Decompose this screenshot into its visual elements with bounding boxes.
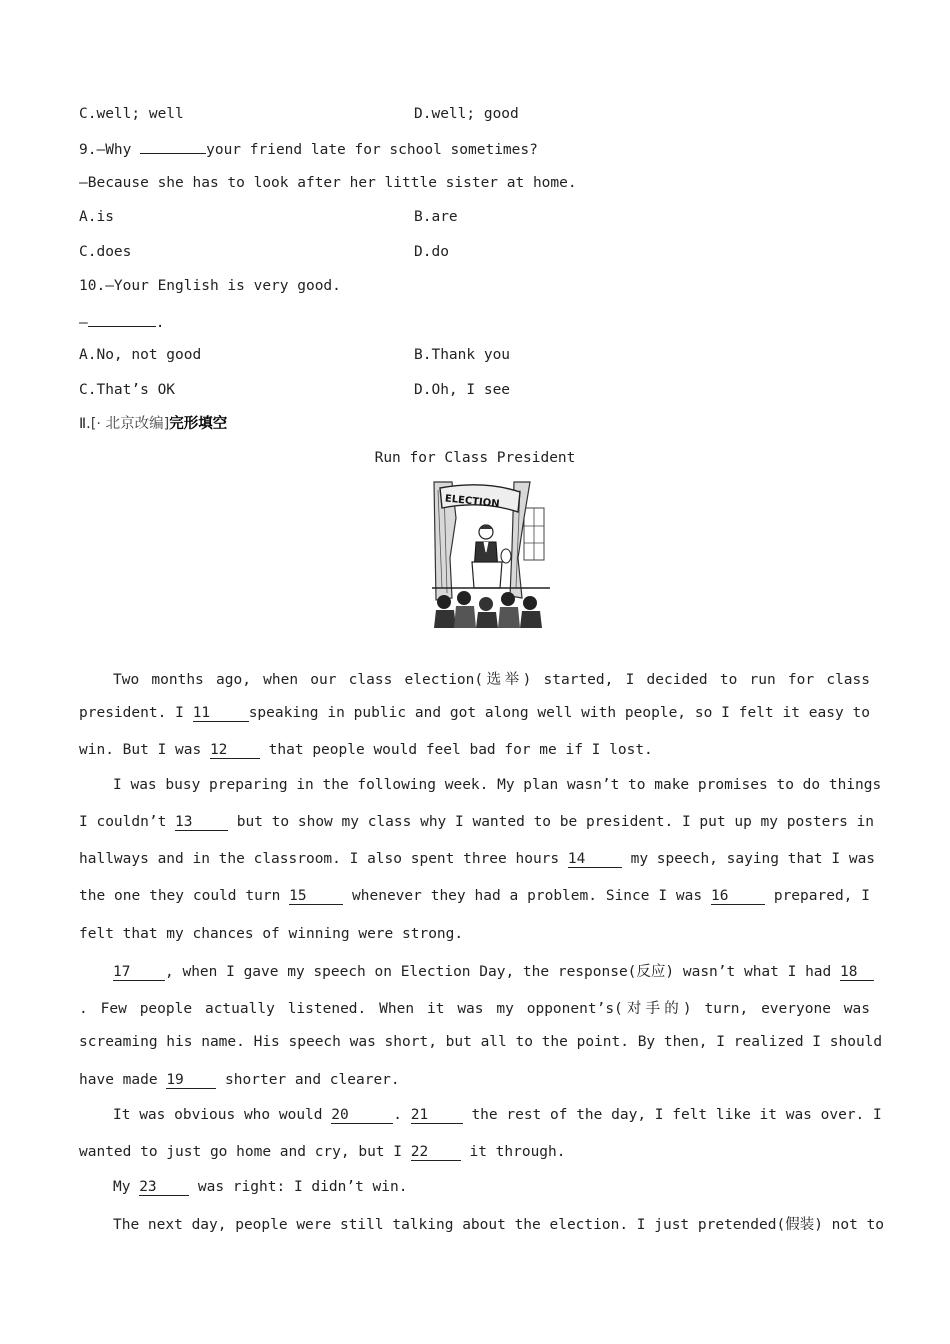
- q10-reply: — .: [79, 311, 164, 333]
- blank-16: 16: [711, 888, 765, 905]
- q9-reply: —Because she has to look after her little sister at home.: [79, 175, 577, 191]
- blank-20: 20: [331, 1107, 393, 1124]
- q9-stem: 9.—Why your friend late for school sometimes?: [79, 138, 538, 160]
- passage-line: win. But I was 12 that people would feel bad for me if I lost.: [79, 742, 653, 758]
- section-heading: Ⅱ.[· 北京改编]完形填空: [79, 416, 228, 432]
- election-illustration: [432, 478, 550, 628]
- q10-option-a: A.No, not good: [79, 347, 202, 363]
- q9-option-a: A.is: [79, 209, 114, 225]
- banner-text: ELECTION: [444, 493, 501, 511]
- blank-21: 21: [411, 1107, 463, 1124]
- q10-stem: 10.—Your English is very good.: [79, 278, 341, 294]
- passage-line: My 23 was right: I didn’t win.: [113, 1179, 408, 1195]
- passage-line: I couldn’t 13 but to show my class why I wanted to be president. I put up my posters in: [79, 814, 875, 830]
- passage-line: 17 , when I gave my speech on Election Day, the response(反应) wasn’t what I had 18: [113, 960, 870, 981]
- passage-line: Two months ago, when our class election(选举) started, I decided to run for class: [113, 672, 870, 688]
- blank-18: 18: [840, 964, 874, 981]
- blank-17: 17: [113, 964, 165, 981]
- blank-14: 14: [568, 851, 622, 868]
- answer-blank: [140, 138, 206, 154]
- blank-15: 15: [289, 888, 343, 905]
- q10-option-d: D.Oh, I see: [414, 382, 511, 398]
- q9-option-c: C.does: [79, 244, 132, 260]
- q10-option-c: C.That’s OK: [79, 382, 176, 398]
- blank-13: 13: [175, 814, 228, 831]
- passage-line: have made 19 shorter and clearer.: [79, 1072, 400, 1088]
- blank-23: 23: [139, 1179, 189, 1196]
- q8-option-c: C.well; well: [79, 106, 184, 122]
- blank-12: 12: [210, 742, 260, 759]
- election-speech-drawing: [432, 478, 550, 628]
- q8-option-d: D.well; good: [414, 106, 519, 122]
- q10-option-b: B.Thank you: [414, 347, 511, 363]
- blank-11: 11: [193, 705, 249, 722]
- passage-line: screaming his name. His speech was short, but all to the point. By then, I realized I should: [79, 1034, 883, 1050]
- passage-line: I was busy preparing in the following week. My plan wasn’t to make promises to do things: [113, 777, 882, 793]
- passage-line: It was obvious who would 20 . 21 the rest of the day, I felt like it was over. I: [113, 1107, 882, 1123]
- passage-line: felt that my chances of winning were strong.: [79, 926, 464, 942]
- answer-blank: [88, 311, 156, 327]
- q9-option-d: D.do: [414, 244, 449, 260]
- passage-line: hallways and in the classroom. I also spent three hours 14 my speech, saying that I was: [79, 851, 876, 867]
- passage-line: president. I 11 speaking in public and got along well with people, so I felt it easy to: [79, 705, 870, 721]
- q9-option-b: B.are: [414, 209, 458, 225]
- blank-22: 22: [411, 1144, 461, 1161]
- blank-19: 19: [166, 1072, 216, 1089]
- passage-line: The next day, people were still talking about the election. I just pretended(假装) not to: [113, 1217, 885, 1233]
- passage-line: . Few people actually listened. When it was my opponent’s(对手的) turn, everyone was: [79, 1001, 870, 1017]
- passage-line: wanted to just go home and cry, but I 22 it through.: [79, 1144, 566, 1160]
- passage-title: Run for Class President: [374, 450, 576, 466]
- passage-line: the one they could turn 15 whenever they had a problem. Since I was 16 prepared, I: [79, 888, 870, 904]
